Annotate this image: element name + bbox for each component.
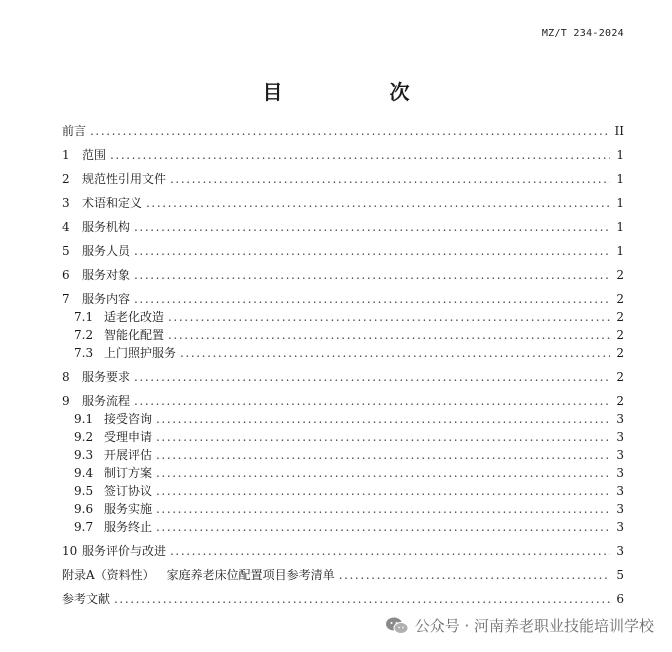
dot-leader bbox=[156, 449, 610, 461]
toc-entry[interactable] bbox=[62, 431, 624, 443]
toc-entry-number: 7.1 bbox=[74, 310, 94, 324]
toc-entry-number: 5 bbox=[62, 244, 70, 258]
toc-entry[interactable] bbox=[62, 395, 624, 407]
toc-entry-label: 服务内容 bbox=[82, 292, 131, 306]
toc-entry[interactable] bbox=[62, 347, 624, 359]
dot-leader bbox=[90, 125, 610, 137]
dot-leader bbox=[146, 197, 610, 209]
dot-leader bbox=[170, 173, 610, 185]
watermark bbox=[385, 615, 654, 636]
toc-entry-label: 家庭养老床位配置项目参考清单 bbox=[166, 568, 335, 582]
toc-entry[interactable] bbox=[62, 485, 624, 497]
toc-entry-page: 5 bbox=[616, 568, 624, 582]
toc-entry-number: 2 bbox=[62, 172, 70, 186]
toc-entry[interactable] bbox=[62, 197, 624, 209]
toc-entry[interactable] bbox=[62, 371, 624, 383]
wechat-icon bbox=[385, 616, 409, 636]
toc-entry-label: 术语和定义 bbox=[82, 196, 143, 210]
toc-entry-number: 9.7 bbox=[74, 520, 94, 534]
toc-entry-number: 9.6 bbox=[74, 502, 94, 516]
toc-entry[interactable] bbox=[62, 329, 624, 341]
toc-entry-number: 4 bbox=[62, 220, 70, 234]
toc-entry-number: 9 bbox=[62, 394, 70, 408]
dot-leader bbox=[168, 311, 610, 323]
dot-leader bbox=[156, 521, 610, 533]
dot-leader bbox=[339, 569, 610, 581]
toc-entry-label: 受理申请 bbox=[104, 430, 153, 444]
toc-entry-page: II bbox=[614, 124, 624, 138]
toc-entry-number: 7 bbox=[62, 292, 70, 306]
toc-entry-page: 2 bbox=[616, 310, 624, 324]
toc-entry-page: 3 bbox=[616, 466, 624, 480]
toc-entry-number: 9.5 bbox=[74, 484, 94, 498]
toc-entry-page: 1 bbox=[616, 220, 624, 234]
dot-leader bbox=[180, 347, 610, 359]
toc-entry-page: 2 bbox=[616, 370, 624, 384]
toc-entry-page: 1 bbox=[616, 148, 624, 162]
dot-leader bbox=[134, 221, 610, 233]
toc-entry-label: 接受咨询 bbox=[104, 412, 153, 426]
toc-entry-number: 9.4 bbox=[74, 466, 94, 480]
dot-leader bbox=[110, 149, 610, 161]
toc-entry-page: 1 bbox=[616, 196, 624, 210]
toc-entry[interactable] bbox=[62, 311, 624, 323]
toc-entry-label: 服务终止 bbox=[104, 520, 153, 534]
dot-leader bbox=[156, 485, 610, 497]
toc-entry-label: 范围 bbox=[82, 148, 107, 162]
toc-entry-page: 2 bbox=[616, 346, 624, 360]
toc-entry-page: 2 bbox=[616, 268, 624, 282]
toc-entry[interactable] bbox=[62, 569, 624, 581]
toc-entry-label: 服务实施 bbox=[104, 502, 153, 516]
dot-leader bbox=[170, 545, 610, 557]
toc-entry-label: 服务对象 bbox=[82, 268, 131, 282]
dot-leader bbox=[134, 269, 610, 281]
toc-entry-number: 附录A（资料性） bbox=[62, 568, 155, 582]
toc-entry-label: 服务流程 bbox=[82, 394, 131, 408]
toc-entry-number: 6 bbox=[62, 268, 70, 282]
toc-entry[interactable] bbox=[62, 269, 624, 281]
toc-entry-label: 服务要求 bbox=[82, 370, 131, 384]
toc-entry[interactable] bbox=[62, 245, 624, 257]
toc-entry-number: 3 bbox=[62, 196, 70, 210]
toc-entry-label: 参考文献 bbox=[62, 592, 111, 606]
toc-entry[interactable] bbox=[62, 125, 624, 137]
toc-entry-number: 8 bbox=[62, 370, 70, 384]
toc-entry-label: 上门照护服务 bbox=[104, 346, 177, 360]
watermark-text: 公众号 · 河南养老职业技能培训学校 bbox=[414, 617, 654, 635]
dot-leader bbox=[156, 413, 610, 425]
dot-leader bbox=[156, 467, 610, 479]
dot-leader bbox=[156, 431, 610, 443]
toc-entry[interactable] bbox=[62, 503, 624, 515]
toc-entry[interactable] bbox=[62, 545, 624, 557]
dot-leader bbox=[134, 293, 610, 305]
toc-entry-number: 7.2 bbox=[74, 328, 94, 342]
toc-entry[interactable] bbox=[62, 593, 624, 605]
toc-entry-page: 3 bbox=[616, 430, 624, 444]
page-title: 目 次 bbox=[262, 80, 460, 104]
toc-entry[interactable] bbox=[62, 293, 624, 305]
toc-entry-label: 规范性引用文件 bbox=[82, 172, 167, 186]
dot-leader bbox=[134, 371, 610, 383]
toc-entry-page: 3 bbox=[616, 484, 624, 498]
toc-entry-label: 服务人员 bbox=[82, 244, 131, 258]
toc-entry-page: 2 bbox=[616, 394, 624, 408]
toc-entry-page: 1 bbox=[616, 244, 624, 258]
toc-entry-number: 10 bbox=[62, 544, 78, 558]
toc-entry-page: 2 bbox=[616, 328, 624, 342]
dot-leader bbox=[168, 329, 610, 341]
document-id: MZ/T 234-2024 bbox=[541, 28, 624, 39]
toc-entry-label: 开展评估 bbox=[104, 448, 153, 462]
toc-entry-label: 适老化改造 bbox=[104, 310, 165, 324]
toc-entry-page: 1 bbox=[616, 172, 624, 186]
toc-entry-page: 3 bbox=[616, 448, 624, 462]
toc-entry-page: 3 bbox=[616, 520, 624, 534]
toc-entry-number: 7.3 bbox=[74, 346, 94, 360]
toc-entry-label: 服务评价与改进 bbox=[82, 544, 167, 558]
toc-entry-number: 1 bbox=[62, 148, 70, 162]
toc-entry-page: 6 bbox=[616, 592, 624, 606]
toc-entry-number: 9.3 bbox=[74, 448, 94, 462]
dot-leader bbox=[114, 593, 610, 605]
toc-entry-number: 9.1 bbox=[74, 412, 94, 426]
dot-leader bbox=[134, 245, 610, 257]
toc-entry-label: 智能化配置 bbox=[104, 328, 165, 342]
toc-entry[interactable] bbox=[62, 467, 624, 479]
toc-entry-label: 制订方案 bbox=[104, 466, 153, 480]
toc-entry-page: 2 bbox=[616, 292, 624, 306]
toc-entry[interactable] bbox=[62, 173, 624, 185]
toc-entry-label: 前言 bbox=[62, 124, 87, 138]
toc-entry[interactable] bbox=[62, 221, 624, 233]
toc-entry[interactable] bbox=[62, 149, 624, 161]
dot-leader bbox=[156, 503, 610, 515]
toc-entry-page: 3 bbox=[616, 544, 624, 558]
dot-leader bbox=[134, 395, 610, 407]
toc-entry[interactable] bbox=[62, 449, 624, 461]
toc-entry-number: 9.2 bbox=[74, 430, 94, 444]
toc-entry-label: 服务机构 bbox=[82, 220, 131, 234]
toc-entry[interactable] bbox=[62, 521, 624, 533]
toc-entry-page: 3 bbox=[616, 412, 624, 426]
toc-entry-label: 签订协议 bbox=[104, 484, 153, 498]
toc-entry-page: 3 bbox=[616, 502, 624, 516]
toc-entry[interactable] bbox=[62, 413, 624, 425]
